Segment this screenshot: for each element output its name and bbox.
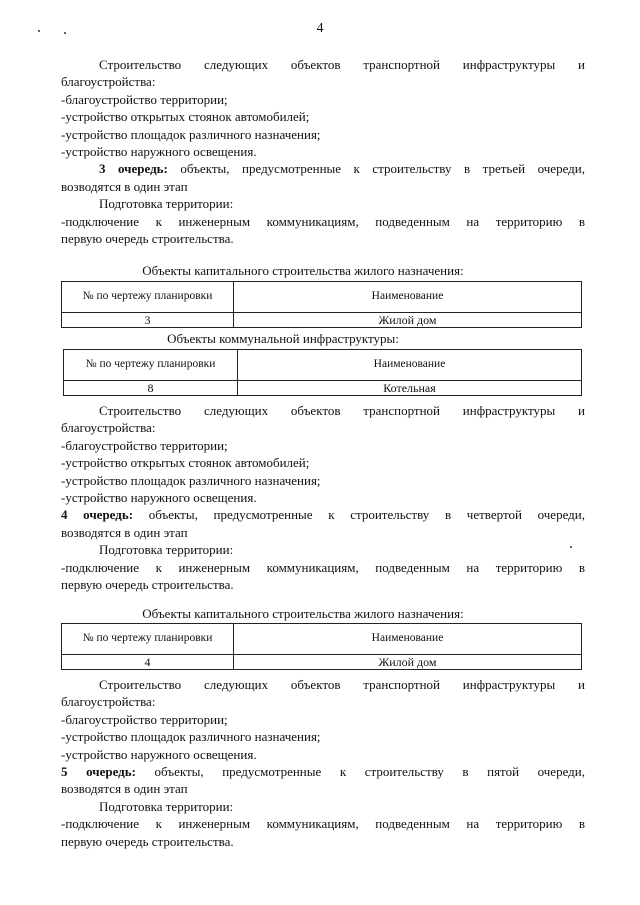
stage-text-cont: возводятся в один этап bbox=[61, 178, 188, 194]
stage-text-cont: возводятся в один этап bbox=[61, 524, 188, 540]
stage-heading bbox=[61, 506, 585, 523]
scan-speck bbox=[38, 30, 40, 32]
stage-label: 4 очередь: bbox=[61, 507, 134, 523]
connection-item-cont: первую очередь строительства. bbox=[61, 231, 234, 247]
page-number: 4 bbox=[316, 21, 324, 36]
table-header: Наименование bbox=[234, 282, 582, 313]
table-cell: 3 bbox=[62, 313, 234, 328]
table-header: Наименование bbox=[238, 350, 582, 381]
connection-item: -подключение к инженерным коммуникациям, подведенным на территорию в bbox=[61, 816, 585, 832]
scan-speck bbox=[64, 32, 66, 34]
paragraph-intro-cont: благоустройства: bbox=[61, 694, 156, 710]
table-caption: Объекты коммунальной инфраструктуры: bbox=[167, 331, 399, 346]
list-item: -благоустройство территории; bbox=[61, 711, 228, 727]
table-header: Наименование bbox=[234, 624, 582, 655]
stage-text: объекты, предусмотренные к строительству в пятой очереди, bbox=[135, 764, 586, 780]
stage-text-cont: возводятся в один этап bbox=[61, 781, 188, 797]
list-item: -устройство открытых стоянок автомобилей; bbox=[61, 455, 310, 471]
table-cell: Котельная bbox=[238, 381, 582, 396]
table-cell: Жилой дом bbox=[234, 655, 582, 670]
list-item: -устройство наружного освещения. bbox=[61, 144, 257, 160]
paragraph-intro: Строительство следующих объектов транспортной инфраструктуры и bbox=[99, 677, 585, 692]
table-residential-4 bbox=[61, 623, 582, 670]
table-caption: Объекты капитального строительства жилого назначения: bbox=[142, 606, 464, 621]
stage-heading bbox=[61, 160, 585, 177]
table-communal bbox=[63, 349, 582, 396]
prep-heading: Подготовка территории: bbox=[99, 798, 234, 814]
table-caption: Объекты капитального строительства жилого назначения: bbox=[142, 263, 464, 278]
section-stage-4 bbox=[61, 402, 585, 593]
stage-label: 3 очередь: bbox=[99, 161, 168, 177]
table-cell: 8 bbox=[64, 381, 238, 396]
stage-text: объекты, предусмотренные к строительству в третьей очереди, bbox=[167, 161, 585, 177]
list-item: -устройство наружного освещения. bbox=[61, 746, 257, 762]
stage-text: объекты, предусмотренные к строительству в четвертой очереди, bbox=[133, 507, 585, 523]
connection-item: -подключение к инженерным коммуникациям, подведенным на территорию в bbox=[61, 213, 585, 229]
prep-heading: Подготовка территории: bbox=[99, 196, 234, 212]
paragraph-intro-cont: благоустройства: bbox=[61, 420, 156, 436]
list-item: -устройство площадок различного назначения; bbox=[61, 126, 321, 142]
section-stage-3 bbox=[61, 56, 585, 247]
list-item: -благоустройство территории; bbox=[61, 437, 228, 453]
connection-item-cont: первую очередь строительства. bbox=[61, 577, 234, 593]
list-item: -устройство наружного освещения. bbox=[61, 490, 257, 506]
prep-heading: Подготовка территории: bbox=[99, 542, 234, 558]
list-item: -благоустройство территории; bbox=[61, 91, 228, 107]
paragraph-intro: Строительство следующих объектов транспортной инфраструктуры и bbox=[99, 403, 585, 418]
table-cell: 4 bbox=[62, 655, 234, 670]
table-header: № по чертежу планировки bbox=[62, 624, 234, 655]
list-item: -устройство площадок различного назначения; bbox=[61, 472, 321, 488]
paragraph-intro: Строительство следующих объектов транспортной инфраструктуры и bbox=[99, 57, 585, 72]
list-item: -устройство площадок различного назначения; bbox=[61, 729, 321, 745]
table-residential-3 bbox=[61, 281, 582, 328]
stage-heading bbox=[61, 763, 585, 780]
section-stage-5 bbox=[61, 676, 585, 850]
paragraph-intro-cont: благоустройства: bbox=[61, 74, 156, 90]
table-header: № по чертежу планировки bbox=[64, 350, 238, 381]
list-item: -устройство открытых стоянок автомобилей; bbox=[61, 109, 310, 125]
stage-label: 5 очередь: bbox=[61, 764, 136, 780]
connection-item: -подключение к инженерным коммуникациям, подведенным на территорию в bbox=[61, 559, 585, 575]
connection-item-cont: первую очередь строительства. bbox=[61, 833, 234, 849]
table-cell: Жилой дом bbox=[234, 313, 582, 328]
table-header: № по чертежу планировки bbox=[62, 282, 234, 313]
